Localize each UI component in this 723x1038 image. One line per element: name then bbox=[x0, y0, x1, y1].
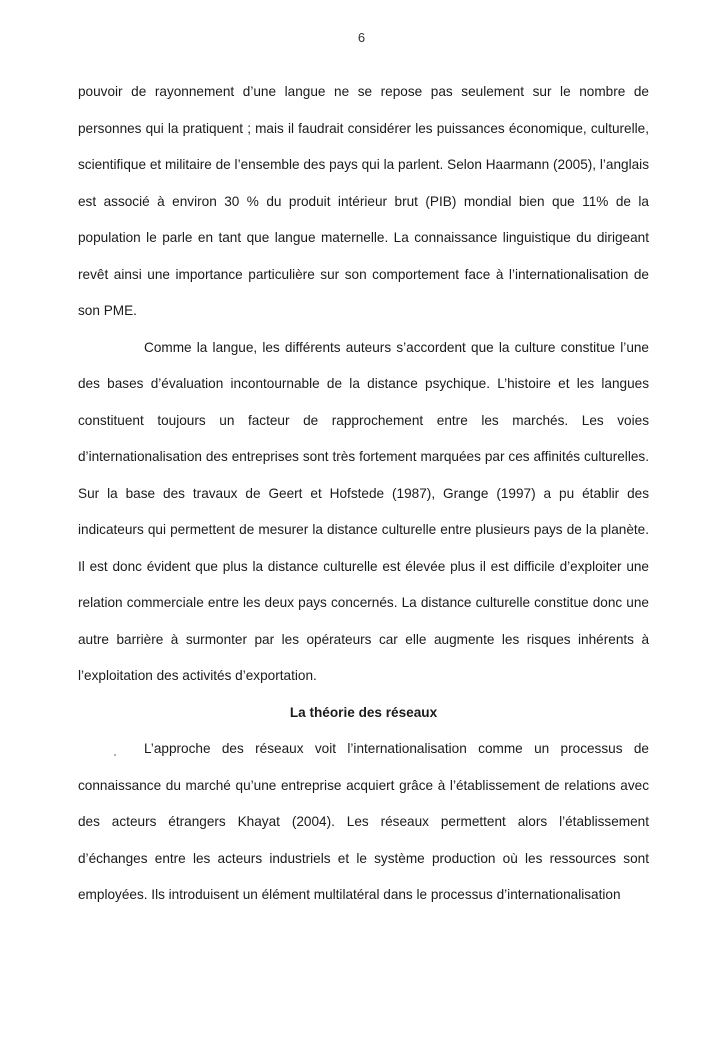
scan-speck bbox=[114, 754, 116, 756]
paragraph-language-influence: pouvoir de rayonnement d’une langue ne se repose pas seulement sur le nombre de personnes qui la pratiquent ; mais il faudrait considérer les puissances économique, culturelle, scientifique et militaire de l’ensemble des pays qui la parlent. Selon Haarmann (2005), l’anglais est associé à environ 30 % du produit intérieur brut (PIB) mondial bien que 11% de la population le parle en tant que langue maternelle. La connaissance linguistique du dirigeant revêt ainsi une importance particulière sur son comportement face à l’internationalisation de son PME. bbox=[78, 84, 649, 318]
document-body bbox=[78, 74, 649, 914]
section-heading-network-theory: La théorie des réseaux bbox=[289, 704, 438, 720]
page-number: 6 bbox=[357, 30, 366, 45]
paragraph-network-approach: L’approche des réseaux voit l’internationalisation comme un processus de connaissance du marché qu’une entreprise acquiert grâce à l’établissement de relations avec des acteurs étrangers Khayat (2004). Les réseaux permettent alors l’établissement d’échanges entre les acteurs industriels et le système production où les ressources sont employées. Ils introduisent un élément multilatéral dans le processus d’internationalisation bbox=[78, 741, 649, 902]
paragraph-cultural-distance: Comme la langue, les différents auteurs s’accordent que la culture constitue l’une des bases d’évaluation incontournable de la distance psychique. L’histoire et les langues constituent toujours un facteur de rapprochement entre les marchés. Les voies d’internationalisation des entreprises sont très fortement marquées par ces affinités culturelles. Sur la base des travaux de Geert et Hofstede (1987), Grange (1997) a pu établir des indicateurs qui permettent de mesurer la distance culturelle entre plusieurs pays de la planète. Il est donc évident que plus la distance culturelle est élevée plus il est difficile d’exploiter une relation commerciale entre les deux pays concernés. La distance culturelle constitue donc une autre barrière à surmonter par les opérateurs car elle augmente les risques inhérents à l’exploitation des activités d’exportation. bbox=[78, 339, 649, 683]
